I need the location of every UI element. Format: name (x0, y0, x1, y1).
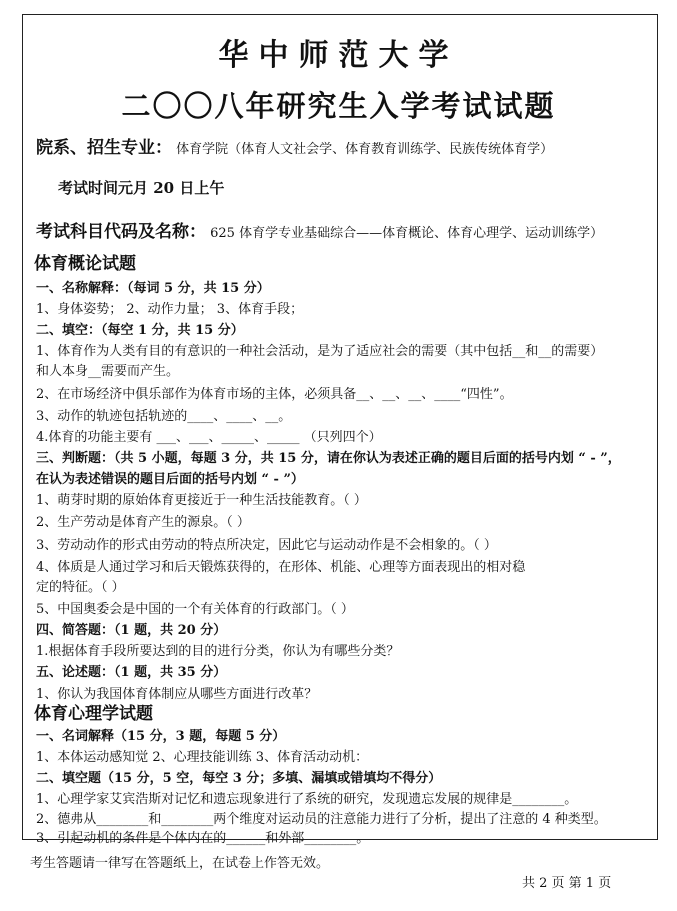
question-heading: 一、名词解释（15 分，3 题，每题 5 分） (36, 729, 286, 744)
page-number: 共 2 页 第 1 页 (522, 876, 612, 891)
subject-label: 考试科目代码及名称： (36, 222, 206, 242)
question-line: 1、体育作为人类有目的有意识的一种社会活动，是为了适应社会的需要（其中包括__和__的需要） (36, 344, 604, 359)
question-heading: 五、论述题：（1 题，共 35 分） (36, 665, 227, 680)
university-title: 华中师范大学 (218, 38, 459, 73)
question-line: 1、萌芽时期的原始体育更接近于一种生活技能教育。（ ） (36, 493, 367, 508)
question-line: 1、身体姿势； 2、动作力量； 3、体育手段； (36, 302, 304, 317)
question-heading: 四、简答题：（1 题，共 20 分） (36, 623, 227, 638)
question-line: 3、动作的轨迹包括轨迹的____、____、__。 (36, 409, 292, 424)
dept-value: 体育学院（体育人文社会学、体育教育训练学、民族传统体育学） (176, 142, 554, 157)
dept-label: 院系、招生专业： (36, 138, 172, 158)
question-line: 和人本身__需要而产生。 (36, 364, 180, 379)
dept-line (36, 138, 553, 160)
answer-instruction: 考生答题请一律写在答题纸上，在试卷上作答无效。 (30, 856, 330, 871)
question-line: 2、德弗从________和________两个维度对运动员的注意能力进行了分析，提出了注意的 4 种类型。 (36, 812, 607, 827)
question-line: 定的特征。（ ） (36, 580, 125, 595)
question-line: 2、在市场经济中俱乐部作为体育市场的主体，必须具备__、__、__、____“四性”。 (36, 387, 513, 402)
question-line: 1、心理学家艾宾浩斯对记忆和遗忘现象进行了系统的研究，发现遗忘发展的规律是________。 (36, 792, 578, 807)
exam-title: 二〇〇八年研究生入学考试试题 (121, 89, 556, 123)
question-heading: 在认为表述错误的题目后面的括号内划 “ - ”） (36, 472, 304, 487)
subject-value: 625 体育学专业基础综合——体育概论、体育心理学、运动训练学） (210, 226, 604, 241)
question-line: 4、体质是人通过学习和后天锻炼获得的，在形体、机能、心理等方面表现出的相对稳 (36, 560, 526, 575)
question-line: 1、你认为我国体育体制应从哪些方面进行改革？ (36, 687, 318, 702)
section-title-sports-psychology: 体育心理学试题 (34, 704, 153, 724)
question-line: 4.体育的功能主要有 ___、___、_____、_____ （只列四个） (36, 430, 382, 445)
subject-line (36, 222, 603, 244)
exam-time: 考试时间元月 20 日上午 (58, 179, 225, 197)
question-line: 1.根据体育手段所要达到的目的进行分类，你认为有哪些分类？ (36, 644, 400, 659)
question-heading: 二、填空：（每空 1 分，共 15 分） (36, 323, 244, 338)
question-line: 5、中国奥委会是中国的一个有关体育的行政部门。（ ） (36, 602, 354, 617)
question-line: 2、生产劳动是体育产生的源泉。（ ） (36, 515, 250, 530)
question-line: 3、劳动动作的形式由劳动的特点所决定，因此它与运动动作是不会相象的。（ ） (36, 538, 497, 553)
question-line: 3、引起动机的条件是个体内在的______和外部________。 (36, 831, 370, 846)
question-line: 1、本体运动感知觉 2、心理技能训练 3、体育活动动机： (36, 750, 369, 765)
question-heading: 三、判断题：（共 5 小题，每题 3 分，共 15 分，请在你认为表述正确的题目后面的括号内划 “ - ”， (36, 451, 621, 466)
question-heading: 一、名称解释：（每词 5 分，共 15 分） (36, 281, 270, 296)
section-title-sports-theory: 体育概论试题 (34, 254, 136, 274)
question-heading: 二、填空题（15 分，5 空，每空 3 分；多填、漏填或错填均不得分） (36, 771, 442, 786)
